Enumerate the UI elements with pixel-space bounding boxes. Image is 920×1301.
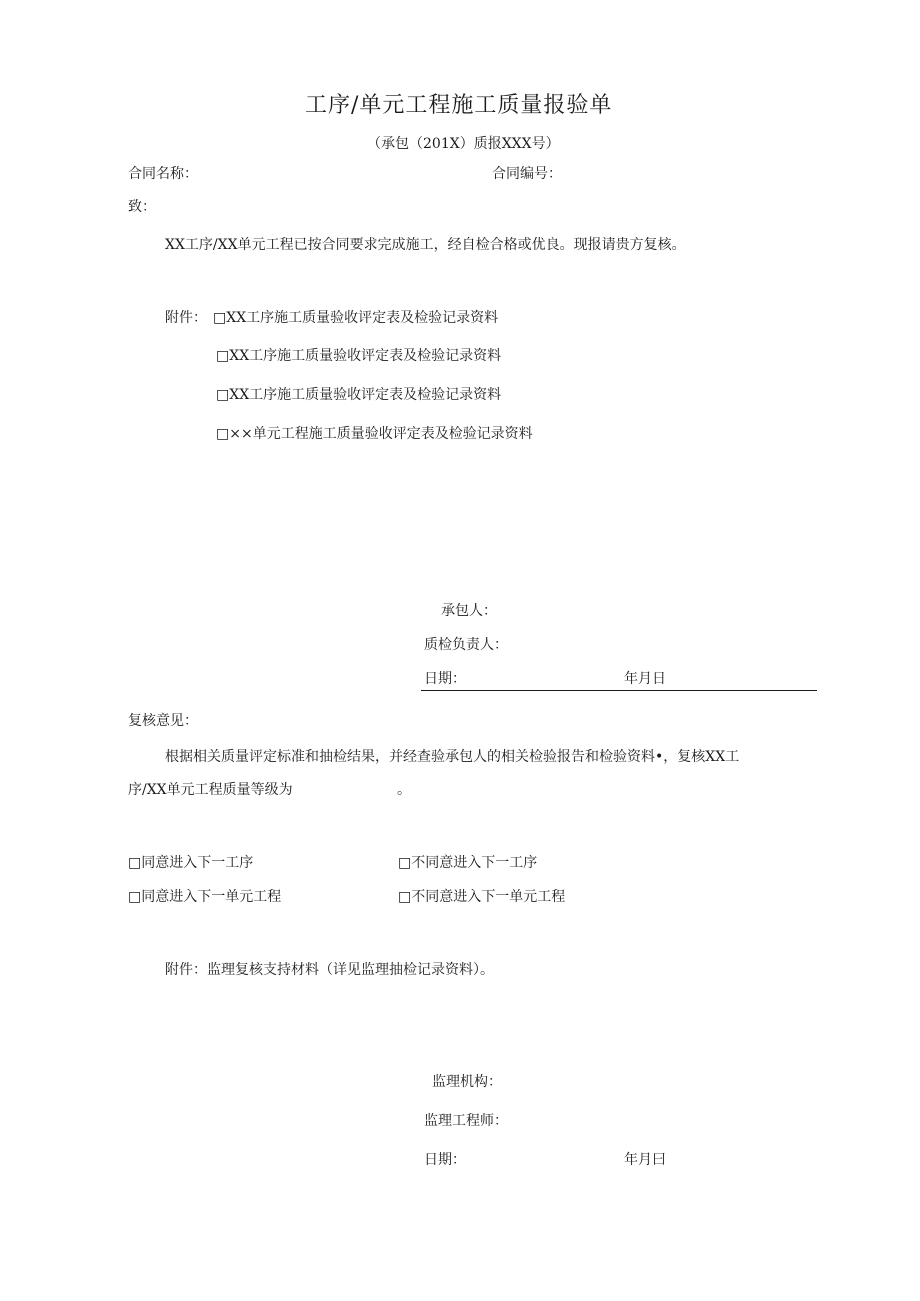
review-text-line: 序/XX单元工程质量等级为 bbox=[128, 782, 293, 798]
engineer-label: 监理工程师： bbox=[424, 1113, 508, 1129]
attachment-item: □××单元工程施工质量验收评定表及检验记录资料 bbox=[216, 426, 533, 442]
review-attachment: 附件：监理复核支持材料（详见监理抽检记录资料）。 bbox=[165, 962, 494, 978]
review-text-line: 根据相关质量评定标准和抽检结果，并经查验承包人的相关检验报告和检验资料•，复核XX工 bbox=[165, 749, 740, 765]
review-date-label: 日期： bbox=[424, 1152, 466, 1168]
signature-divider bbox=[421, 690, 817, 691]
contractor-label: 承包人： bbox=[441, 603, 497, 619]
review-heading: 复核意见： bbox=[128, 713, 198, 729]
report-date-value: 年月日 bbox=[624, 671, 666, 687]
option-agree-next-process: □同意进入下一工序 bbox=[128, 855, 254, 871]
addressee-label: 致： bbox=[128, 199, 156, 215]
contract-name-label: 合同名称： bbox=[128, 166, 198, 182]
contract-number-label: 合同编号： bbox=[492, 166, 562, 182]
review-date-value: 年月曰 bbox=[624, 1152, 666, 1168]
agency-label: 监理机构： bbox=[432, 1074, 502, 1090]
report-date-label: 日期： bbox=[424, 671, 466, 687]
report-number: （承包（201X）质报XXX号） bbox=[367, 136, 560, 152]
attachment-item: □XX工序施工质量验收评定表及检验记录资料 bbox=[216, 387, 502, 403]
option-disagree-next-unit: □不同意进入下一单元工程 bbox=[398, 889, 566, 905]
review-text-end: 。 bbox=[397, 782, 411, 798]
qc-lead-label: 质检负责人： bbox=[424, 637, 508, 653]
report-body: XX工序/XX单元工程已按合同要求完成施工，经自检合格或优良。现报请贵方复核。 bbox=[165, 237, 686, 253]
option-agree-next-unit: □同意进入下一单元工程 bbox=[128, 889, 282, 905]
attachments-label: 附件： bbox=[165, 310, 207, 326]
page-title: 工序/单元工程施工质量报验单 bbox=[305, 93, 613, 118]
attachment-item: □XX工序施工质量验收评定表及检验记录资料 bbox=[213, 310, 499, 326]
attachment-item: □XX工序施工质量验收评定表及检验记录资料 bbox=[216, 348, 502, 364]
option-disagree-next-process: □不同意进入下一工序 bbox=[398, 855, 538, 871]
